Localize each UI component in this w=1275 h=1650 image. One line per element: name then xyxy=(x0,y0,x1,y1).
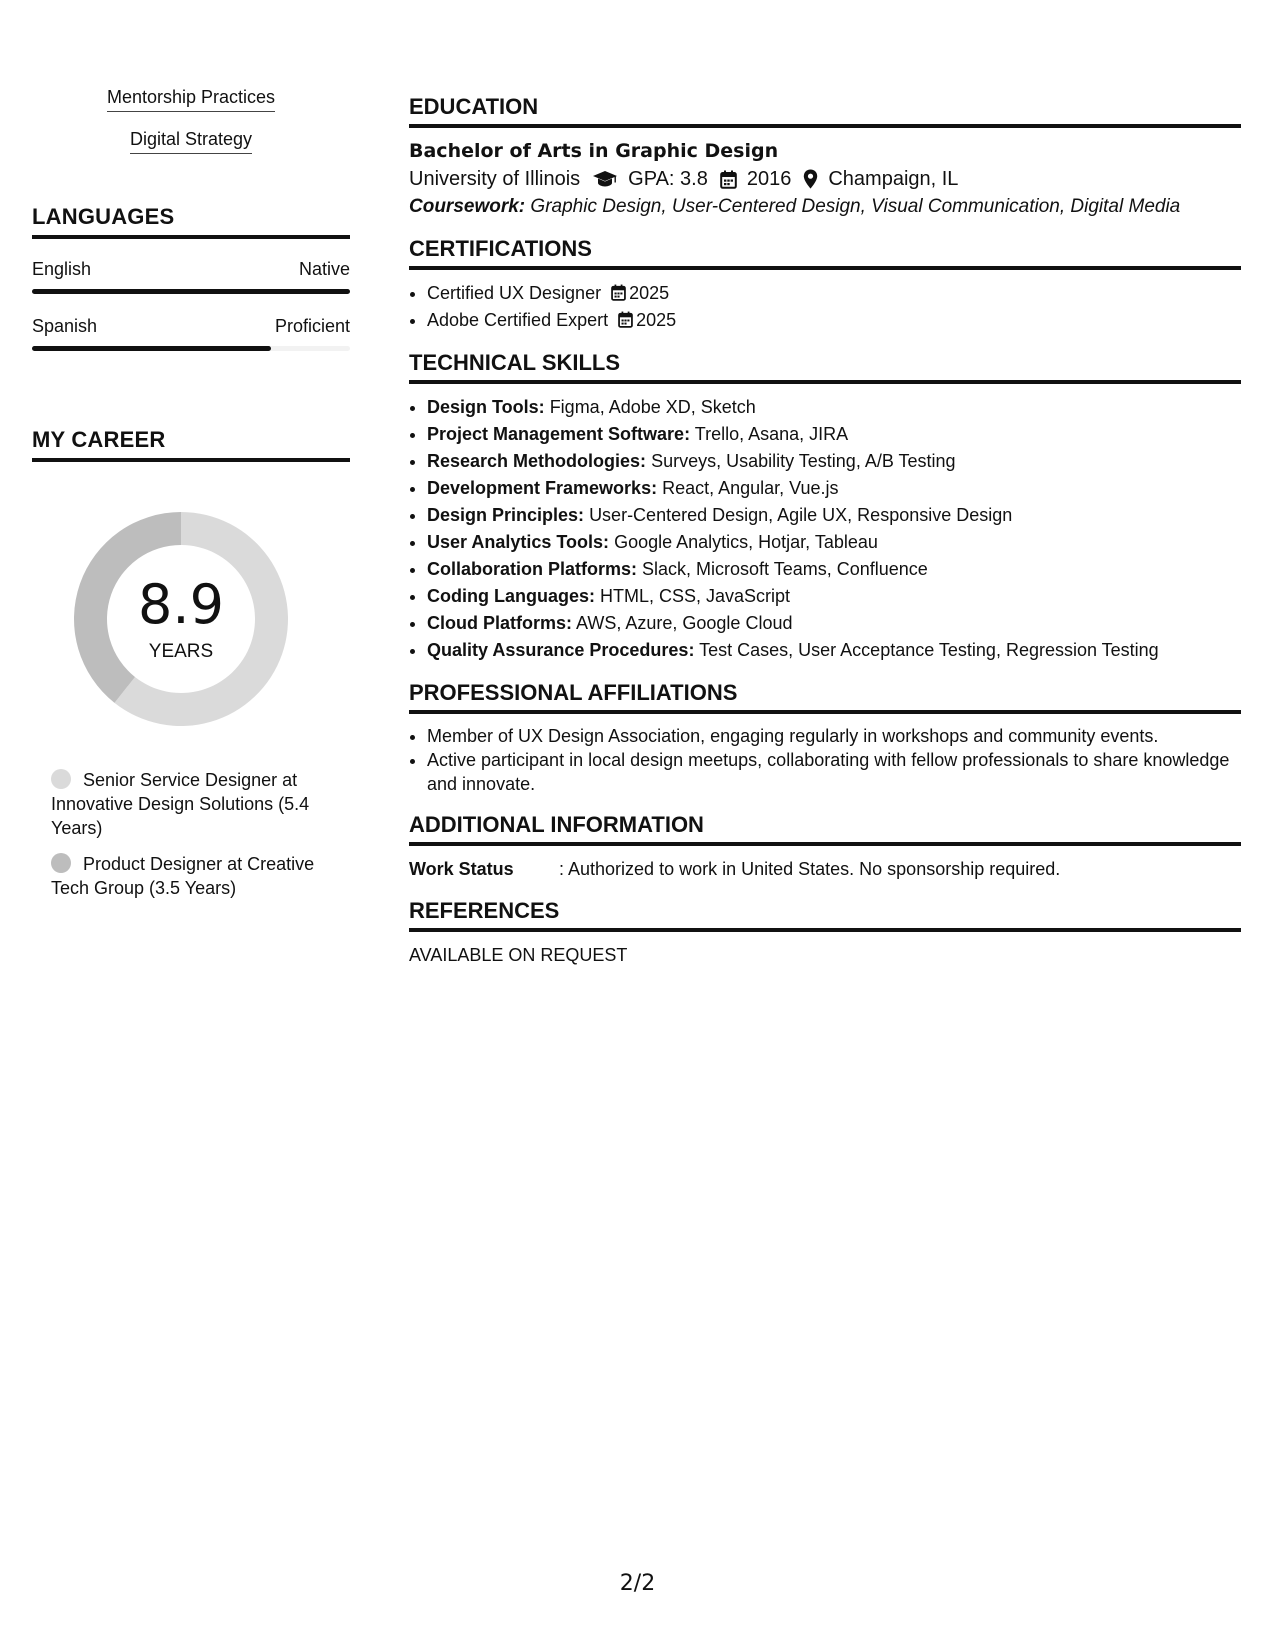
additional-info-heading: ADDITIONAL INFORMATION xyxy=(409,812,1241,846)
skill-item xyxy=(427,475,1241,502)
skill-category: Research Methodologies: xyxy=(427,451,647,471)
work-status-label: Work Status xyxy=(409,859,514,879)
graduation-year: 2016 xyxy=(746,168,792,190)
career-role-label: Product Designer at Creative Tech Group (3.5 Years) xyxy=(51,854,315,898)
skill-values: Slack, Microsoft Teams, Confluence xyxy=(642,559,928,579)
page-number: 2/2 xyxy=(619,1571,656,1596)
skill-item xyxy=(427,394,1241,421)
languages-heading: LANGUAGES xyxy=(32,204,350,239)
skill-values: Figma, Adobe XD, Sketch xyxy=(549,397,756,417)
skill-values: Test Cases, User Acceptance Testing, Regression Testing xyxy=(699,640,1159,660)
education-meta xyxy=(409,164,1241,194)
skill-item xyxy=(427,529,1241,556)
career-role-label: Senior Service Designer at Innovative Design Solutions (5.4 Years) xyxy=(51,770,310,838)
skill-category: Collaboration Platforms: xyxy=(427,559,638,579)
skill-item xyxy=(427,583,1241,610)
skill-values: Surveys, Usability Testing, A/B Testing xyxy=(651,451,956,471)
interest-item: Digital Strategy xyxy=(130,128,252,154)
career-legend-item xyxy=(51,852,350,900)
skill-values: User-Centered Design, Agile UX, Responsive Design xyxy=(589,505,1013,525)
language-level: Proficient xyxy=(274,316,350,336)
certification-name: Adobe Certified Expert xyxy=(427,310,609,330)
skill-category: Design Principles: xyxy=(427,505,585,525)
career-donut-chart xyxy=(66,504,296,734)
technical-skills-heading: TECHNICAL SKILLS xyxy=(409,350,1241,384)
skill-item xyxy=(427,637,1241,664)
certification-item xyxy=(427,307,1241,334)
language-proficiency-bar xyxy=(32,346,350,351)
education-heading: EDUCATION xyxy=(409,94,1241,128)
career-section xyxy=(32,427,350,900)
career-total-years: 8.9 xyxy=(138,573,224,636)
location-pin-icon xyxy=(803,169,818,189)
right-column xyxy=(409,94,1241,984)
skill-category: Development Frameworks: xyxy=(427,478,658,498)
certifications-section xyxy=(409,236,1241,334)
references-section xyxy=(409,898,1241,968)
skill-category: Project Management Software: xyxy=(427,424,691,444)
career-heading: MY CAREER xyxy=(32,427,350,462)
certification-name: Certified UX Designer xyxy=(427,283,602,303)
school-name: University of Illinois xyxy=(409,168,581,190)
skill-values: Google Analytics, Hotjar, Tableau xyxy=(614,532,878,552)
legend-dot xyxy=(51,769,71,789)
language-proficiency-fill xyxy=(32,346,271,351)
certification-year: 2025 xyxy=(629,283,670,303)
calendar-icon xyxy=(720,170,737,189)
graduation-cap-icon xyxy=(592,170,618,188)
language-proficiency-bar xyxy=(32,289,350,294)
references-text: AVAILABLE ON REQUEST xyxy=(409,945,628,965)
gpa: GPA: 3.8 xyxy=(628,168,708,190)
legend-dot xyxy=(51,853,71,873)
affiliation-item: • Active participant in local design meetups, collaborating with fellow professionals to share knowledge and innovate. xyxy=(427,748,1241,796)
certifications-heading: CERTIFICATIONS xyxy=(409,236,1241,270)
affiliations-heading: PROFESSIONAL AFFILIATIONS xyxy=(409,680,1241,714)
affiliation-item: • Member of UX Design Association, engaging regularly in workshops and community events. xyxy=(427,724,1241,748)
degree-title: Bachelor of Arts in Graphic Design xyxy=(409,140,779,162)
career-legend-item xyxy=(51,768,350,840)
language-proficiency-fill xyxy=(32,289,350,294)
certification-item xyxy=(427,280,1241,307)
education-location: Champaign, IL xyxy=(828,168,959,190)
additional-info-section xyxy=(409,812,1241,882)
coursework-label: Coursework: xyxy=(409,196,526,217)
interests-list xyxy=(32,86,350,170)
skill-category: Quality Assurance Procedures: xyxy=(427,640,695,660)
skill-category: Design Tools: xyxy=(427,397,545,417)
skill-item xyxy=(427,610,1241,637)
technical-skills-section xyxy=(409,350,1241,664)
coursework-list: Graphic Design, User-Centered Design, Visual Communication, Digital Media xyxy=(530,196,1181,217)
skill-values: AWS, Azure, Google Cloud xyxy=(576,613,793,633)
left-column xyxy=(32,86,350,912)
affiliations-section xyxy=(409,680,1241,796)
language-level: Native xyxy=(298,259,350,279)
coursework xyxy=(409,194,1241,220)
skill-values: React, Angular, Vue.js xyxy=(662,478,839,498)
skill-item xyxy=(427,502,1241,529)
skill-item xyxy=(427,421,1241,448)
skill-item xyxy=(427,556,1241,583)
certification-year: 2025 xyxy=(636,310,677,330)
language-name: English xyxy=(32,259,92,279)
career-legend xyxy=(32,768,350,900)
skill-category: Coding Languages: xyxy=(427,586,595,606)
skill-category: User Analytics Tools: xyxy=(427,532,610,552)
references-heading: REFERENCES xyxy=(409,898,1241,932)
skill-values: Trello, Asana, JIRA xyxy=(694,424,849,444)
skill-category: Cloud Platforms: xyxy=(427,613,573,633)
calendar-icon xyxy=(618,311,633,328)
skill-values: HTML, CSS, JavaScript xyxy=(600,586,791,606)
work-status-value: : Authorized to work in United States. No sponsorship required. xyxy=(559,859,1061,879)
career-total-unit: YEARS xyxy=(148,641,214,662)
language-item xyxy=(32,316,350,351)
calendar-icon xyxy=(611,284,626,301)
education-section xyxy=(409,94,1241,220)
work-status-row xyxy=(409,856,1241,882)
skill-item xyxy=(427,448,1241,475)
languages-section xyxy=(32,204,350,351)
interest-item: Mentorship Practices xyxy=(107,86,275,112)
language-item xyxy=(32,259,350,294)
language-name: Spanish xyxy=(32,316,98,336)
